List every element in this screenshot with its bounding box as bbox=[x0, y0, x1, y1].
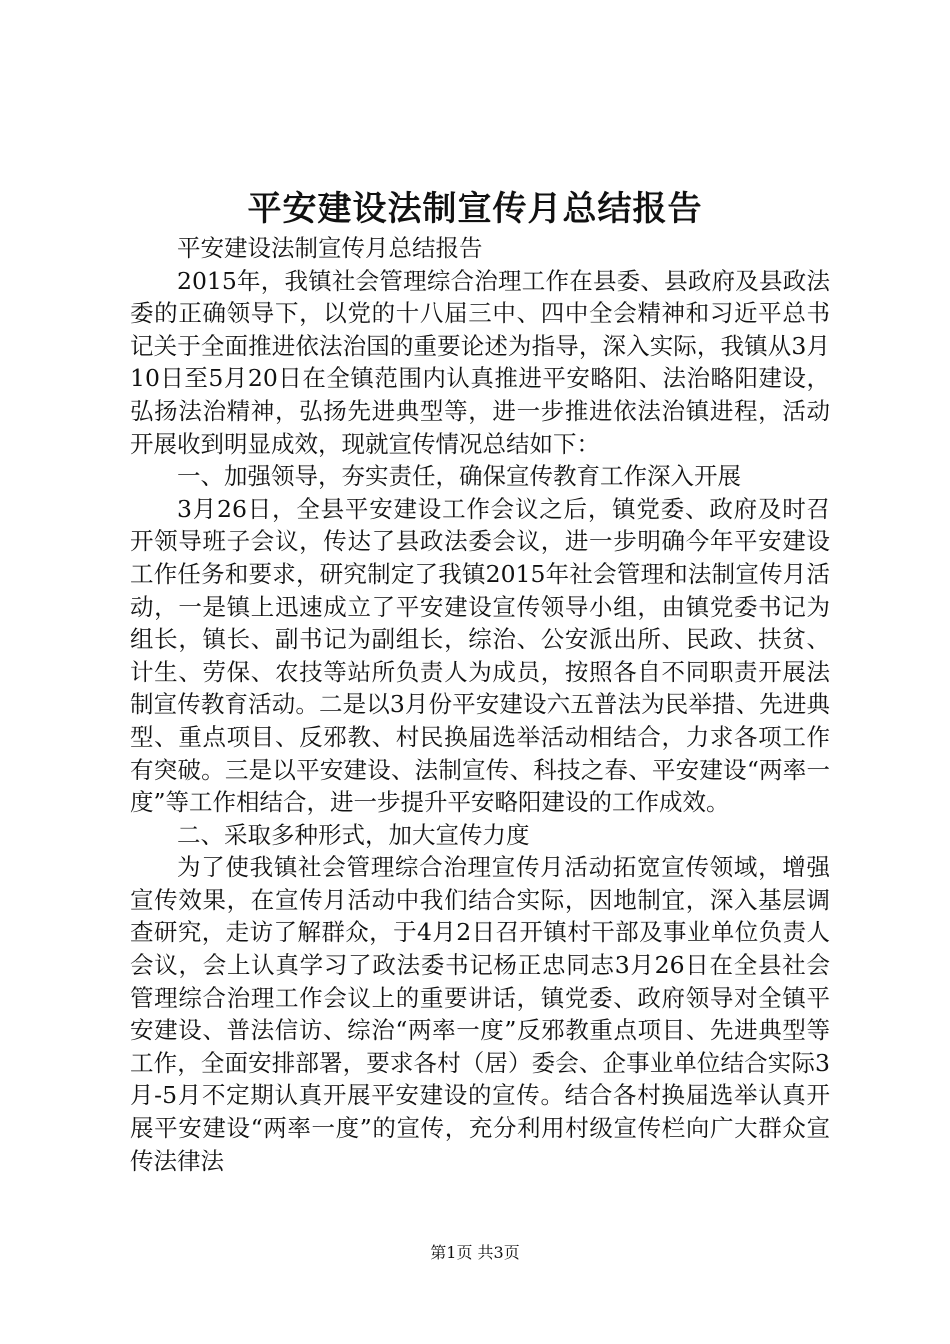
document-title: 平安建设法制宣传月总结报告 bbox=[247, 189, 703, 229]
page-footer: 第1页 共3页 bbox=[430, 1243, 520, 1262]
section-heading-1: 一、加强领导，夯实责任，确保宣传教育工作深入开展 bbox=[177, 462, 741, 491]
section-heading-2: 二、采取多种形式，加大宣传力度 bbox=[177, 820, 530, 849]
paragraph-section-1: 3月26日，全县平安建设工作会议之后，镇党委、政府及时召开领导班子会议，传达了县政法委会议，进一步明确今年平安建设工作任务和要求，研究制定了我镇2015年社会管理和法制宣传月活动，一是镇上迅速成立了平安建设宣传领导小组，由镇党委书记为组长，镇长、副书记为副组长，综治、公安派出所、民政、扶贫、计生、劳保、农技等站所负责人为成员，按照各自不同职责开展法制宣传教育活动。二是以3月份平安建设六五普法为民举措、先进典型、重点项目、反邪教、村民换届选举活动相结合，力求各项工作有突破。三是以平安建设、法制宣传、科技之春、平安建设“两率一度”等工作相结合，进一步提升平安略阳建设的工作成效。 bbox=[130, 494, 830, 817]
document-body bbox=[130, 232, 830, 1177]
paragraph-section-2: 为了使我镇社会管理综合治理宣传月活动拓宽宣传领域，增强宣传效果，在宣传月活动中我们结合实际，因地制宜，深入基层调查研究，走访了解群众，于4月2日召开镇村干部及事业单位负责人会议，会上认真学习了政法委书记杨正忠同志3月26日在全县社会管理综合治理工作会议上的重要讲话，镇党委、政府领导对全镇平安建设、普法信访、综治“两率一度”反邪教重点项目、先进典型等工作，全面安排部署，要求各村（居）委会、企事业单位结合实际3月-5月不定期认真开展平安建设的宣传。结合各村换届选举认真开展平安建设“两率一度”的宣传，充分利用村级宣传栏向广大群众宣传法律法 bbox=[130, 853, 830, 1175]
paragraph-subtitle: 平安建设法制宣传月总结报告 bbox=[177, 234, 483, 262]
paragraph-intro: 2015年，我镇社会管理综合治理工作在县委、县政府及县政法委的正确领导下，以党的十八届三中、四中全会精神和习近平总书记关于全面推进依法治国的重要论述为指导，深入实际，我镇从3月10日至5月20日在全镇范围内认真推进平安略阳、法治略阳建设，弘扬法治精神，弘扬先进典型等，进一步推进依法治镇进程，活动开展收到明显成效，现就宣传情况总结如下： bbox=[130, 266, 830, 458]
